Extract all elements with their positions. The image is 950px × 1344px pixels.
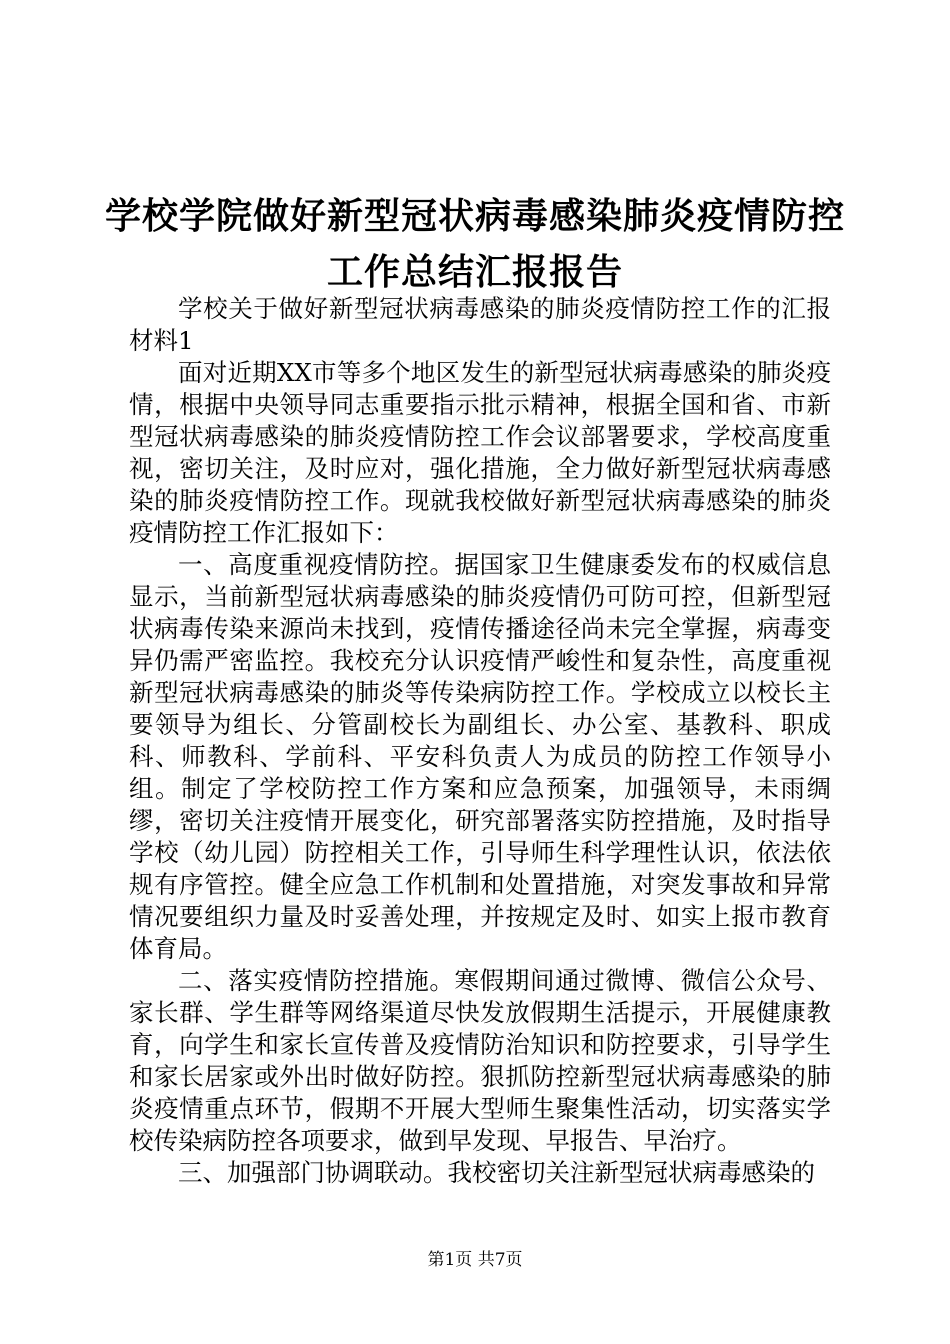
paragraph-section-1: 一、高度重视疫情防控。据国家卫生健康委发布的权威信息显示，当前新型冠状病毒感染的肺炎疫情仍可防可控，但新型冠状病毒传染来源尚未找到，疫情传播途径尚未完全掌握，病毒变异仍需严密监控。我校充分认识疫情严峻性和复杂性，高度重视新型冠状病毒感染的肺炎等传染病防控工作。学校成立以校长主要领导为组长、分管副校长为副组长、办公室、基教科、职成科、师教科、学前科、平安科负责人为成员的防控工作领导小组。制定了学校防控工作方案和应急预案，加强领导，未雨绸缪，密切关注疫情开展变化，研究部署落实防控措施，及时指导学校（幼儿园）防控相关工作，引导师生科学理性认识，依法依规有序管控。健全应急工作机制和处置措施，对突发事故和异常情况要组织力量及时妥善处理，并按规定及时、如实上报市教育体育局。: [129, 550, 831, 963]
document-body: [129, 293, 831, 1189]
document-title-line-2: 工作总结汇报报告: [326, 252, 623, 293]
paragraph-intro: 学校关于做好新型冠状病毒感染的肺炎疫情防控工作的汇报材料1: [129, 294, 831, 355]
page-number-footer: 第1页 共7页: [427, 1250, 523, 1270]
paragraph-overview: 面对近期XX市等多个地区发生的新型冠状病毒感染的肺炎疫情，根据中央领导同志重要指示批示精神，根据全国和省、市新型冠状病毒感染的肺炎疫情防控工作会议部署要求，学校高度重视，密切关注，及时应对，强化措施，全力做好新型冠状病毒感染的肺炎疫情防控工作。现就我校做好新型冠状病毒感染的肺炎疫情防控工作汇报如下：: [129, 358, 831, 547]
paragraph-section-3: 三、加强部门协调联动。我校密切关注新型冠状病毒感染的: [178, 1158, 815, 1187]
document-title-line-1: 学校学院做好新型冠状病毒感染肺炎疫情防控: [104, 196, 845, 237]
paragraph-section-2: 二、落实疫情防控措施。寒假期间通过微博、微信公众号、家长群、学生群等网络渠道尽快发放假期生活提示，开展健康教育，向学生和家长宣传普及疫情防治知识和防控要求，引导学生和家长居家或外出时做好防控。狠抓防控新型冠状病毒感染的肺炎疫情重点环节，假期不开展大型师生聚集性活动，切实落实学校传染病防控各项要求，做到早发现、早报告、早治疗。: [129, 966, 831, 1155]
